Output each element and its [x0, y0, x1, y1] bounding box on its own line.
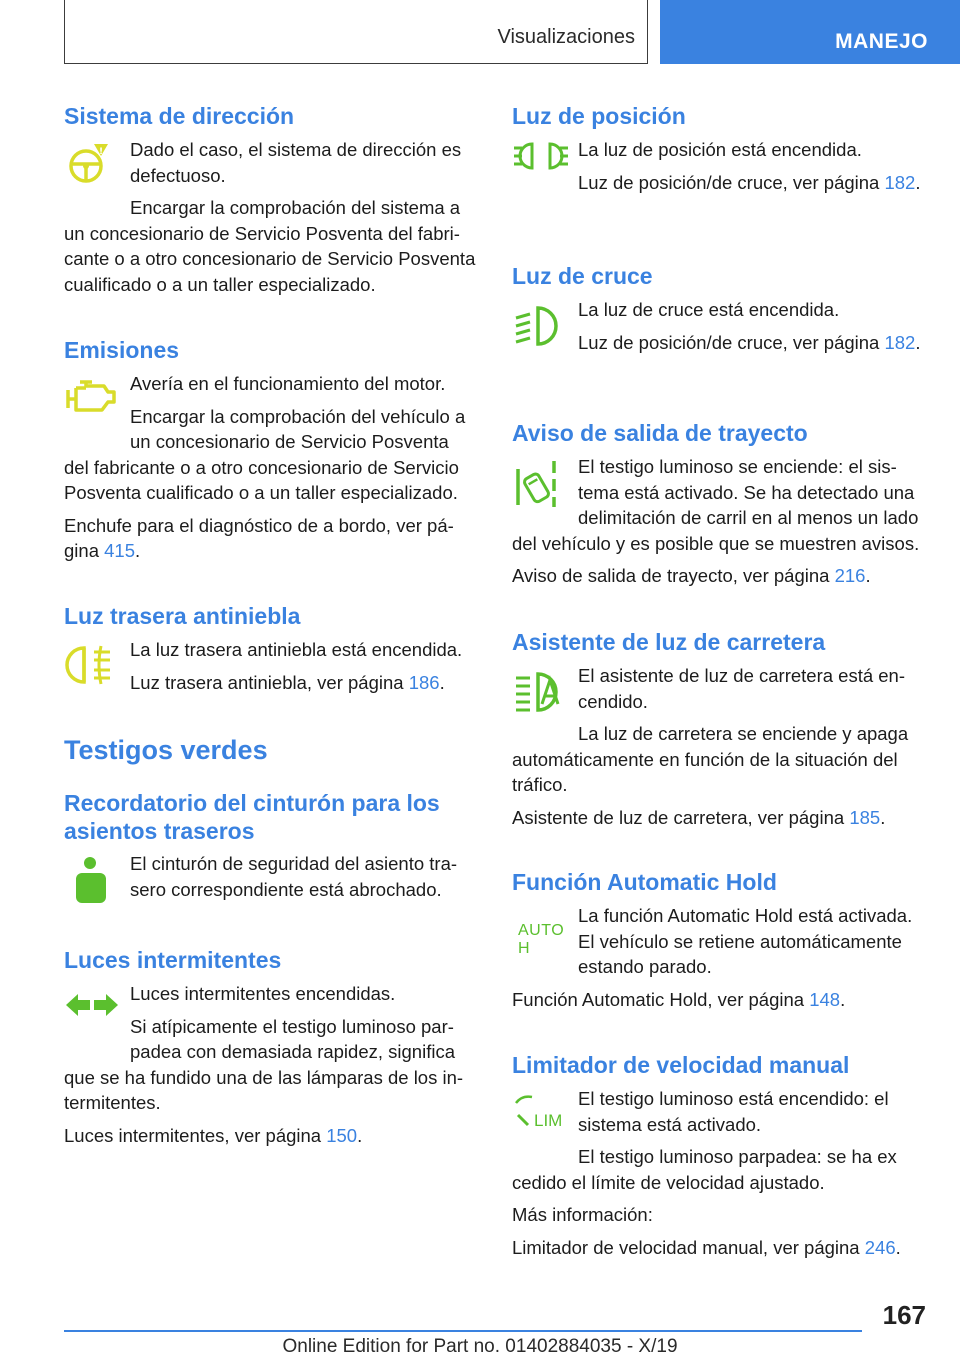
text-posicion-1: La luz de posición está encendida. [578, 139, 862, 160]
heading-antiniebla: Luz trasera antiniebla [64, 603, 301, 629]
text-hold-2-body: Función Automatic Hold, ver página [512, 988, 810, 1010]
section-luz-cruce [512, 262, 926, 362]
auto-hold-icon [512, 918, 578, 976]
text-intermitentes-2a: Si atípicamente el testigo luminoso parpadea con demasiada rapidez, significa [130, 1015, 455, 1062]
text-hold-1: La función Automatic Hold está activada. El vehículo se retiene automáticamente estando parado. [578, 905, 913, 977]
text-limitador-4-end: . [895, 1236, 901, 1258]
speed-limiter-icon-text: LIM [534, 1111, 563, 1130]
footer-divider [64, 1330, 862, 1332]
text-intermitentes-1: Luces intermitentes encendidas. [130, 983, 396, 1004]
heading-luz-cruce: Luz de cruce [512, 263, 653, 289]
page-link-415[interactable]: 415 [104, 540, 135, 561]
section-antiniebla [64, 602, 478, 702]
text-intermitentes-3 [64, 1123, 478, 1149]
heading-sistema-direccion: Sistema de dirección [64, 103, 295, 129]
section-aviso-salida [512, 419, 926, 589]
text-emisiones-2a: Encargar la comprobación del vehículo a un concesionario de Servicio Posventa [130, 405, 466, 452]
text-carretera-1: El asistente de luz de carretera está encendido. [578, 665, 906, 712]
section-sistema-direccion [64, 102, 478, 297]
footer [0, 1336, 960, 1358]
rear-fog-light-icon [64, 644, 130, 702]
page-link-246[interactable]: 246 [864, 1236, 896, 1258]
text-antiniebla-2-body: Luz trasera antiniebla, ver página [130, 671, 409, 693]
heading-asistente-carretera: Asistente de luz de carretera [512, 629, 826, 655]
section-luz-posicion [512, 102, 926, 198]
text-carretera-3-body: Asistente de luz de carretera, ver página [512, 806, 850, 828]
footer-edition: Online Edition for Part no. 01402884035 - X/19 [282, 1336, 678, 1357]
heading-automatic-hold: Función Automatic Hold [512, 869, 777, 895]
text-antiniebla-2-end: . [439, 671, 445, 693]
text-intermitentes-2b: que se ha fundido una de las lámparas de los intermitentes. [64, 1066, 464, 1113]
text-cinturon-1: El cinturón de seguridad del asiento trasero correspondiente está abrochado. [130, 853, 458, 900]
text-cruce-1: La luz de cruce está encendida. [578, 299, 840, 320]
section-emisiones [64, 336, 478, 564]
heading-aviso-salida: Aviso de salida de trayecto [512, 420, 808, 446]
text-carretera-2a: La luz de carretera se enciende y apaga [578, 723, 909, 744]
heading-cinturon: Recordatorio del cinturón para los asientos traseros [64, 790, 440, 844]
text-posicion-2-body: Luz de posición/de cruce, ver página [578, 171, 885, 193]
text-salida-2 [512, 563, 926, 589]
text-emisiones-3-end: . [135, 540, 141, 561]
text-posicion-2-end: . [915, 171, 921, 193]
heading-luz-posicion: Luz de posición [512, 103, 686, 129]
text-salida-2-end: . [865, 565, 871, 586]
steering-warning-icon [64, 140, 130, 198]
section-automatic-hold [512, 868, 926, 1012]
text-intermitentes-3-body: Luces intermitentes, ver página [64, 1124, 327, 1146]
page-link-186[interactable]: 186 [408, 671, 440, 693]
lane-departure-icon [512, 457, 578, 515]
text-limitador-2b: cedido el límite de velocidad ajustado. [512, 1171, 825, 1193]
text-intermitentes-3-end: . [357, 1124, 363, 1146]
page-link-182-b[interactable]: 182 [884, 331, 916, 353]
heading-intermitentes: Luces intermitentes [64, 947, 282, 973]
text-emisiones-3 [64, 513, 478, 564]
page-link-150[interactable]: 150 [326, 1124, 358, 1146]
speed-limiter-icon [512, 1093, 578, 1151]
text-emisiones-1: Avería en el funcionamiento del motor. [130, 373, 446, 394]
text-salida-1b: del vehículo y es posible que se muestren avisos. [512, 532, 920, 554]
heading-limitador: Limitador de velocidad manual [512, 1052, 850, 1078]
text-direccion-2a: Encargar la comprobación del sistema a [130, 197, 461, 218]
text-emisiones-3-body: Enchufe para el diagnóstico de a bordo, ver página [64, 514, 454, 561]
high-beam-assistant-icon [512, 670, 578, 728]
chapter-label: MANEJO [835, 30, 928, 53]
svg-text:!: ! [98, 147, 104, 157]
turn-signal-icon [64, 990, 130, 1048]
text-hold-2 [512, 987, 926, 1013]
auto-hold-icon-text: AUTO H [518, 922, 565, 957]
text-direccion-1: Dado el caso, el sistema de dirección es defectuoso. [130, 139, 462, 186]
section-testigos-verdes [64, 734, 478, 766]
seatbelt-passenger-icon [64, 851, 130, 909]
heading-testigos-verdes: Testigos verdes [64, 735, 268, 765]
text-salida-2-body: Aviso de salida de trayecto, ver página [512, 565, 835, 586]
text-carretera-3-end: . [880, 806, 886, 828]
text-limitador-1: El testigo luminoso está encendido: el sistema está activado. [578, 1088, 889, 1135]
text-cruce-2-body: Luz de posición/de cruce, ver página [578, 331, 885, 353]
low-beam-icon [512, 304, 578, 362]
text-antiniebla-1: La luz trasera antiniebla está encendida. [130, 639, 463, 660]
page-link-182-a[interactable]: 182 [884, 171, 916, 193]
page-link-216[interactable]: 216 [834, 565, 866, 586]
text-salida-1a: El testigo luminoso se enciende: el sistema está activado. Se ha detectado una delimitación de carril en al menos un lado [578, 456, 919, 528]
section-title: Visualizaciones [497, 26, 635, 48]
text-carretera-2b: automáticamente en función de la situación del tráfico. [512, 748, 898, 795]
text-limitador-4-body: Limitador de velocidad manual, ver página [512, 1236, 865, 1258]
heading-emisiones: Emisiones [64, 337, 180, 363]
engine-warning-icon [64, 378, 130, 436]
text-limitador-2a: El testigo luminoso parpadea: se ha ex [578, 1146, 897, 1167]
header-box [64, 0, 648, 64]
text-hold-2-end: . [840, 988, 846, 1010]
position-light-icon [512, 140, 578, 198]
page-link-148[interactable]: 148 [809, 988, 841, 1010]
text-carretera-3 [512, 805, 926, 831]
text-cruce-2-end: . [915, 331, 921, 353]
text-limitador-4 [512, 1235, 926, 1261]
section-cinturon [64, 789, 478, 909]
section-asistente-carretera [512, 628, 926, 830]
page-number: 167 [882, 1300, 926, 1330]
text-emisiones-2b: del fabricante o a otro concesionario de Servicio Posventa cualificado o a un taller especializado. [64, 456, 459, 503]
chapter-tab[interactable] [660, 0, 960, 64]
page-link-185[interactable]: 185 [849, 806, 881, 828]
text-limitador-3: Más información: [512, 1204, 653, 1225]
section-intermitentes [64, 946, 478, 1148]
text-direccion-2b: un concesionario de Servicio Posventa del fabricante o a otro concesionario de Servicio Posventa cualificado o a un taller especializado. [64, 222, 476, 295]
section-limitador [512, 1051, 926, 1260]
